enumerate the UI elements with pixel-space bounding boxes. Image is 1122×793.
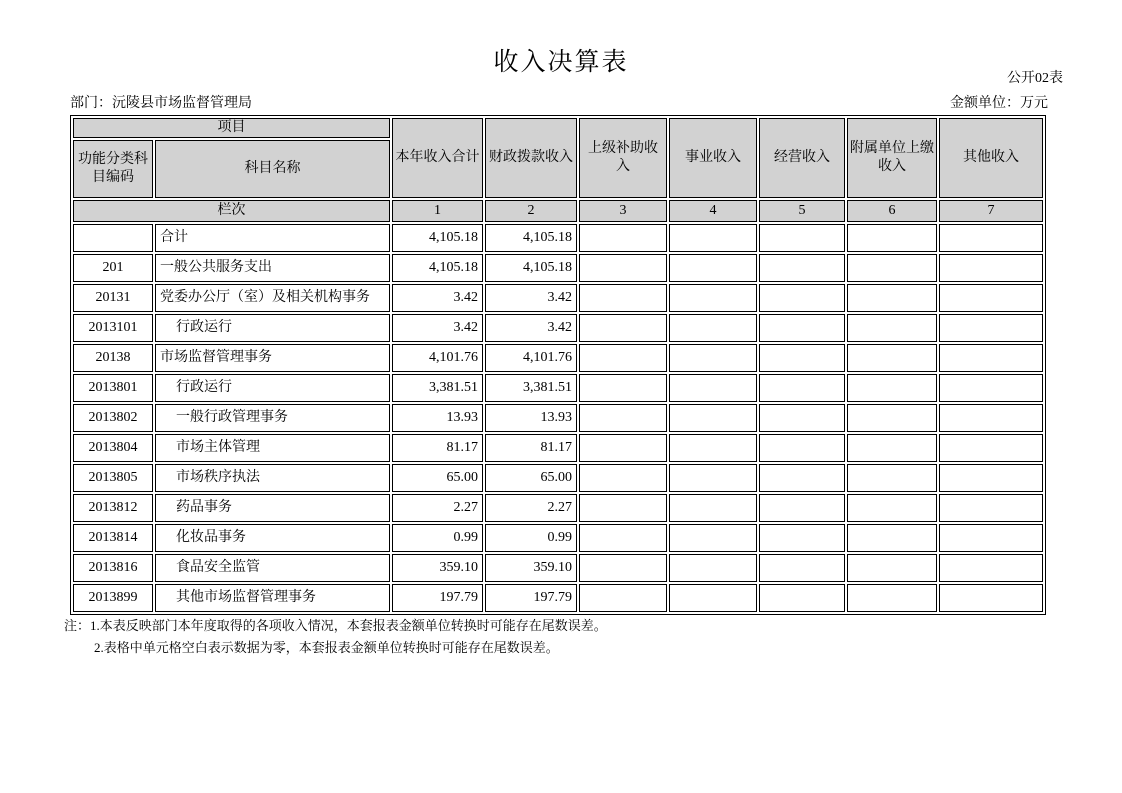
row-value-6: [847, 524, 937, 552]
row-value-7: [939, 284, 1043, 312]
row-value-5: [759, 554, 845, 582]
row-value-3: [579, 344, 667, 372]
row-subject-name: 行政运行: [155, 314, 390, 342]
table-row: [73, 344, 1043, 372]
row-value-3: [579, 284, 667, 312]
column-index-label: 栏次: [73, 200, 390, 222]
footnotes: [64, 615, 607, 659]
table-row: [73, 554, 1043, 582]
row-value-5: [759, 404, 845, 432]
public-table-code-label: 公开02表: [1007, 71, 1063, 86]
row-value-3: [579, 524, 667, 552]
row-value-3: [579, 254, 667, 282]
table-row: [73, 584, 1043, 612]
column-index-7: 7: [939, 200, 1043, 222]
row-value-5: [759, 434, 845, 462]
row-value-6: [847, 464, 937, 492]
row-value-6: [847, 584, 937, 612]
row-value-2: 81.17: [485, 434, 577, 462]
row-value-4: [669, 434, 757, 462]
row-value-4: [669, 524, 757, 552]
row-value-2: 4,105.18: [485, 254, 577, 282]
header-project-group: 项目: [73, 118, 390, 138]
column-index-6: 6: [847, 200, 937, 222]
table-row: [73, 314, 1043, 342]
row-function-code: 2013802: [73, 404, 153, 432]
row-value-5: [759, 374, 845, 402]
header-row-column-index: [73, 200, 1043, 222]
row-value-6: [847, 254, 937, 282]
row-value-6: [847, 434, 937, 462]
row-value-1: 197.79: [392, 584, 483, 612]
row-function-code: 2013805: [73, 464, 153, 492]
table-row: [73, 254, 1043, 282]
row-function-code: 20131: [73, 284, 153, 312]
row-value-6: [847, 494, 937, 522]
header-row-project: [73, 118, 1043, 138]
row-subject-name: 合计: [155, 224, 390, 252]
row-value-7: [939, 314, 1043, 342]
row-value-4: [669, 554, 757, 582]
row-value-2: 2.27: [485, 494, 577, 522]
row-value-6: [847, 224, 937, 252]
row-value-7: [939, 524, 1043, 552]
row-subject-name: 食品安全监管: [155, 554, 390, 582]
row-value-3: [579, 554, 667, 582]
header-col-superior-subsidy: 上级补助收入: [579, 118, 667, 198]
row-value-1: 3,381.51: [392, 374, 483, 402]
table-row: [73, 284, 1043, 312]
row-value-4: [669, 314, 757, 342]
row-value-1: 81.17: [392, 434, 483, 462]
row-value-6: [847, 284, 937, 312]
amount-unit-label: 金额单位：万元: [950, 96, 1048, 111]
footnote-1: 注：1.本表反映部门本年度取得的各项收入情况，本套报表金额单位转换时可能存在尾数误差。: [64, 618, 607, 633]
row-function-code: 2013804: [73, 434, 153, 462]
table-row: [73, 374, 1043, 402]
header-col-operating-income: 经营收入: [759, 118, 845, 198]
table-body: [73, 224, 1043, 612]
row-value-5: [759, 314, 845, 342]
row-function-code: 2013812: [73, 494, 153, 522]
row-value-7: [939, 584, 1043, 612]
row-subject-name: 一般公共服务支出: [155, 254, 390, 282]
row-value-1: 2.27: [392, 494, 483, 522]
row-function-code: 2013801: [73, 374, 153, 402]
row-value-2: 3,381.51: [485, 374, 577, 402]
row-value-4: [669, 284, 757, 312]
row-function-code: 201: [73, 254, 153, 282]
header-col-fiscal-appropriation: 财政拨款收入: [485, 118, 577, 198]
row-value-5: [759, 494, 845, 522]
row-value-3: [579, 434, 667, 462]
row-value-1: 65.00: [392, 464, 483, 492]
table-row: [73, 404, 1043, 432]
income-final-accounts-table: [70, 115, 1046, 615]
row-value-6: [847, 314, 937, 342]
row-value-5: [759, 254, 845, 282]
row-function-code: 2013814: [73, 524, 153, 552]
header-col-business-income: 事业收入: [669, 118, 757, 198]
row-value-3: [579, 494, 667, 522]
row-value-3: [579, 464, 667, 492]
row-value-3: [579, 584, 667, 612]
row-value-5: [759, 284, 845, 312]
header-col-total-income: 本年收入合计: [392, 118, 483, 198]
row-value-6: [847, 344, 937, 372]
row-value-3: [579, 314, 667, 342]
row-subject-name: 党委办公厅（室）及相关机构事务: [155, 284, 390, 312]
row-value-3: [579, 224, 667, 252]
row-value-4: [669, 584, 757, 612]
footnote-2: 2.表格中单元格空白表示数据为零，本套报表金额单位转换时可能存在尾数误差。: [94, 640, 559, 656]
row-subject-name: 市场秩序执法: [155, 464, 390, 492]
row-value-7: [939, 224, 1043, 252]
row-value-2: 4,105.18: [485, 224, 577, 252]
row-value-6: [847, 374, 937, 402]
row-value-2: 0.99: [485, 524, 577, 552]
row-value-1: 4,105.18: [392, 254, 483, 282]
row-value-4: [669, 344, 757, 372]
header-col-subject-name: 科目名称: [155, 140, 390, 198]
row-value-1: 13.93: [392, 404, 483, 432]
row-value-7: [939, 344, 1043, 372]
row-subject-name: 药品事务: [155, 494, 390, 522]
row-value-1: 3.42: [392, 314, 483, 342]
column-index-1: 1: [392, 200, 483, 222]
row-value-5: [759, 584, 845, 612]
row-value-4: [669, 494, 757, 522]
row-value-5: [759, 524, 845, 552]
row-value-3: [579, 404, 667, 432]
column-index-4: 4: [669, 200, 757, 222]
row-value-7: [939, 374, 1043, 402]
row-value-4: [669, 464, 757, 492]
row-value-1: 4,105.18: [392, 224, 483, 252]
row-value-5: [759, 464, 845, 492]
row-function-code: 2013899: [73, 584, 153, 612]
row-value-2: 3.42: [485, 284, 577, 312]
row-value-1: 359.10: [392, 554, 483, 582]
row-subject-name: 行政运行: [155, 374, 390, 402]
row-subject-name: 化妆品事务: [155, 524, 390, 552]
row-value-1: 3.42: [392, 284, 483, 312]
table-row: [73, 524, 1043, 552]
row-value-4: [669, 404, 757, 432]
row-value-5: [759, 224, 845, 252]
column-index-2: 2: [485, 200, 577, 222]
row-subject-name: 一般行政管理事务: [155, 404, 390, 432]
row-function-code: 2013101: [73, 314, 153, 342]
row-value-6: [847, 554, 937, 582]
page-title: 收入决算表: [493, 49, 629, 76]
row-value-2: 4,101.76: [485, 344, 577, 372]
row-value-2: 13.93: [485, 404, 577, 432]
column-index-5: 5: [759, 200, 845, 222]
column-index-3: 3: [579, 200, 667, 222]
row-function-code: 2013816: [73, 554, 153, 582]
department-label: 部门：沅陵县市场监督管理局: [70, 96, 252, 111]
row-value-6: [847, 404, 937, 432]
header-col-affiliated-units: 附属单位上缴收入: [847, 118, 937, 198]
row-value-7: [939, 404, 1043, 432]
row-value-4: [669, 224, 757, 252]
row-value-2: 359.10: [485, 554, 577, 582]
row-value-4: [669, 374, 757, 402]
row-subject-name: 其他市场监督管理事务: [155, 584, 390, 612]
row-subject-name: 市场主体管理: [155, 434, 390, 462]
row-value-7: [939, 494, 1043, 522]
table-row: [73, 494, 1043, 522]
header-col-other-income: 其他收入: [939, 118, 1043, 198]
row-value-2: 65.00: [485, 464, 577, 492]
row-value-7: [939, 254, 1043, 282]
row-value-7: [939, 464, 1043, 492]
row-value-2: 197.79: [485, 584, 577, 612]
row-function-code: [73, 224, 153, 252]
table-row: [73, 464, 1043, 492]
table-row: [73, 434, 1043, 462]
row-value-7: [939, 434, 1043, 462]
row-value-1: 0.99: [392, 524, 483, 552]
header-col-function-code: 功能分类科目编码: [73, 140, 153, 198]
row-subject-name: 市场监督管理事务: [155, 344, 390, 372]
row-function-code: 20138: [73, 344, 153, 372]
row-value-4: [669, 254, 757, 282]
table-row: [73, 224, 1043, 252]
row-value-7: [939, 554, 1043, 582]
row-value-3: [579, 374, 667, 402]
row-value-1: 4,101.76: [392, 344, 483, 372]
row-value-5: [759, 344, 845, 372]
row-value-2: 3.42: [485, 314, 577, 342]
